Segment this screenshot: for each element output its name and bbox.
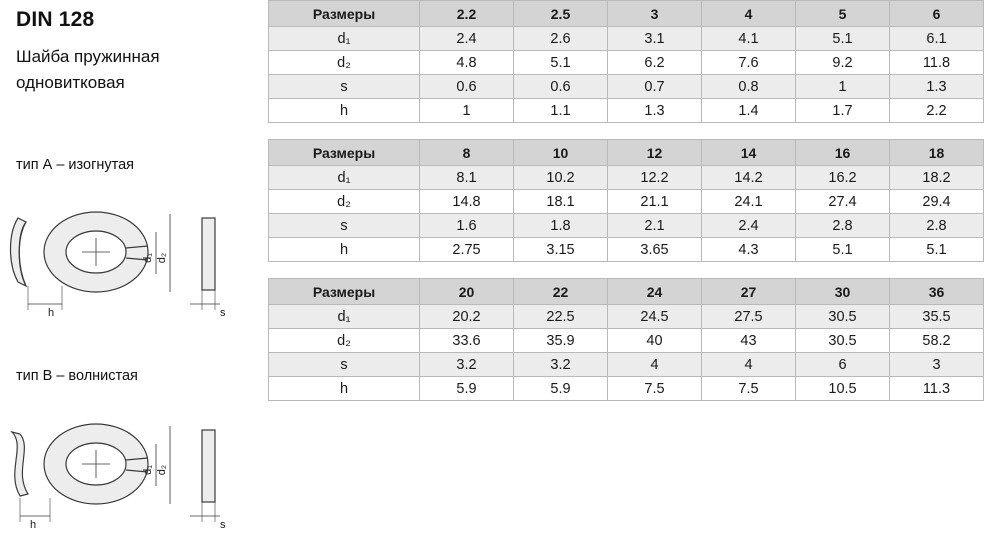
cell: 5.1 [890,238,984,262]
header-size-1: 22 [514,279,608,305]
cell: 0.6 [420,75,514,99]
table-row [269,214,984,238]
table-row [269,27,984,51]
cell: 18.2 [890,166,984,190]
figure-b-h-label: h [30,519,37,531]
dimension-table-3-wrapper [268,278,1002,401]
header-size-0: 2.2 [420,1,514,27]
cell: 2.8 [796,214,890,238]
header-size-4: 5 [796,1,890,27]
cell: 10.2 [514,166,608,190]
cell: 21.1 [608,190,702,214]
figure-type-b [4,398,254,553]
header-size-2: 3 [608,1,702,27]
cell: 0.8 [702,75,796,99]
cell: 1.3 [890,75,984,99]
cell: 7.5 [608,377,702,401]
header-size-3: 4 [702,1,796,27]
figure-a-d2-label: d₂ [156,252,168,264]
header-size-0: 8 [420,140,514,166]
cell: 1.7 [796,99,890,123]
cell: 58.2 [890,329,984,353]
cell: 4 [702,353,796,377]
table-row [269,305,984,329]
cell: 5.1 [796,27,890,51]
cell: 1 [420,99,514,123]
figure-a-s-label: s [220,307,226,319]
cell: 6.2 [608,51,702,75]
cell: 6 [796,353,890,377]
header-size-label: Размеры [269,140,420,166]
cell: 8.1 [420,166,514,190]
cell: 14.8 [420,190,514,214]
figure-a-d1-label: d₁ [142,253,154,263]
figure-type-a [4,186,254,341]
header-size-4: 16 [796,140,890,166]
cell: 1.6 [420,214,514,238]
table-row [269,238,984,262]
cell: 24.1 [702,190,796,214]
cell: 10.5 [796,377,890,401]
dimension-table-2 [268,139,984,262]
figure-b-s-label: s [220,519,226,531]
cell: 2.1 [608,214,702,238]
dimension-tables [268,0,1002,417]
header-size-4: 30 [796,279,890,305]
cell: 3.15 [514,238,608,262]
table-header-row [269,279,984,305]
cell: 5.1 [514,51,608,75]
figure-a-h-label: h [48,307,55,319]
header-size-label: Размеры [269,279,420,305]
header-size-2: 12 [608,140,702,166]
row-label-d2: d₂ [269,190,420,214]
header-size-5: 6 [890,1,984,27]
cell: 3.2 [420,353,514,377]
table-row [269,190,984,214]
table-row [269,329,984,353]
header-size-2: 24 [608,279,702,305]
cell: 5.9 [420,377,514,401]
cell: 1.3 [608,99,702,123]
table-row [269,75,984,99]
table-row [269,51,984,75]
dimension-table-2-wrapper [268,139,1002,262]
cell: 11.8 [890,51,984,75]
header-size-3: 14 [702,140,796,166]
header-size-5: 36 [890,279,984,305]
cell: 18.1 [514,190,608,214]
left-info-column [0,0,262,548]
cell: 5.1 [796,238,890,262]
cell: 0.7 [608,75,702,99]
figure-b-d2-label: d₂ [156,464,168,476]
cell: 4.1 [702,27,796,51]
cell: 1.8 [514,214,608,238]
table-header-row [269,140,984,166]
row-label-d1: d₁ [269,166,420,190]
row-label-d2: d₂ [269,51,420,75]
header-size-5: 18 [890,140,984,166]
cell: 5.9 [514,377,608,401]
cell: 29.4 [890,190,984,214]
cell: 2.75 [420,238,514,262]
cell: 30.5 [796,329,890,353]
table-row [269,377,984,401]
type-b-label: тип В – волнистая [16,368,138,384]
row-label-s: s [269,353,420,377]
cell: 16.2 [796,166,890,190]
cell: 2.6 [514,27,608,51]
figure-b-d1-label: d₁ [142,465,154,475]
cell: 2.4 [702,214,796,238]
cell: 43 [702,329,796,353]
row-label-s: s [269,214,420,238]
cell: 9.2 [796,51,890,75]
row-label-h: h [269,377,420,401]
header-size-1: 2.5 [514,1,608,27]
cell: 11.3 [890,377,984,401]
cell: 30.5 [796,305,890,329]
cell: 4 [608,353,702,377]
cell: 2.8 [890,214,984,238]
cell: 1 [796,75,890,99]
cell: 27.4 [796,190,890,214]
cell: 12.2 [608,166,702,190]
cell: 4.8 [420,51,514,75]
dimension-table-1-wrapper [268,0,1002,123]
cell: 1.1 [514,99,608,123]
cell: 3.65 [608,238,702,262]
cell: 1.4 [702,99,796,123]
page-title: DIN 128 [16,8,95,31]
row-label-s: s [269,75,420,99]
cell: 35.9 [514,329,608,353]
cell: 2.2 [890,99,984,123]
cell: 24.5 [608,305,702,329]
table-row [269,99,984,123]
row-label-h: h [269,238,420,262]
cell: 0.6 [514,75,608,99]
cell: 3.1 [608,27,702,51]
row-label-d2: d₂ [269,329,420,353]
dimension-table-1 [268,0,984,123]
table-header-row [269,1,984,27]
product-description: Шайба пружинная одновитковая [16,47,160,92]
cell: 6.1 [890,27,984,51]
cell: 2.4 [420,27,514,51]
table-row [269,166,984,190]
dimension-table-3 [268,278,984,401]
cell: 20.2 [420,305,514,329]
cell: 40 [608,329,702,353]
cell: 14.2 [702,166,796,190]
cell: 33.6 [420,329,514,353]
cell: 4.3 [702,238,796,262]
row-label-h: h [269,99,420,123]
table-row [269,353,984,377]
header-size-3: 27 [702,279,796,305]
cell: 22.5 [514,305,608,329]
row-label-d1: d₁ [269,27,420,51]
row-label-d1: d₁ [269,305,420,329]
cell: 7.6 [702,51,796,75]
cell: 27.5 [702,305,796,329]
header-size-label: Размеры [269,1,420,27]
cell: 35.5 [890,305,984,329]
cell: 3 [890,353,984,377]
header-size-1: 10 [514,140,608,166]
cell: 7.5 [702,377,796,401]
cell: 3.2 [514,353,608,377]
type-a-label: тип А – изогнутая [16,157,135,173]
header-size-0: 20 [420,279,514,305]
